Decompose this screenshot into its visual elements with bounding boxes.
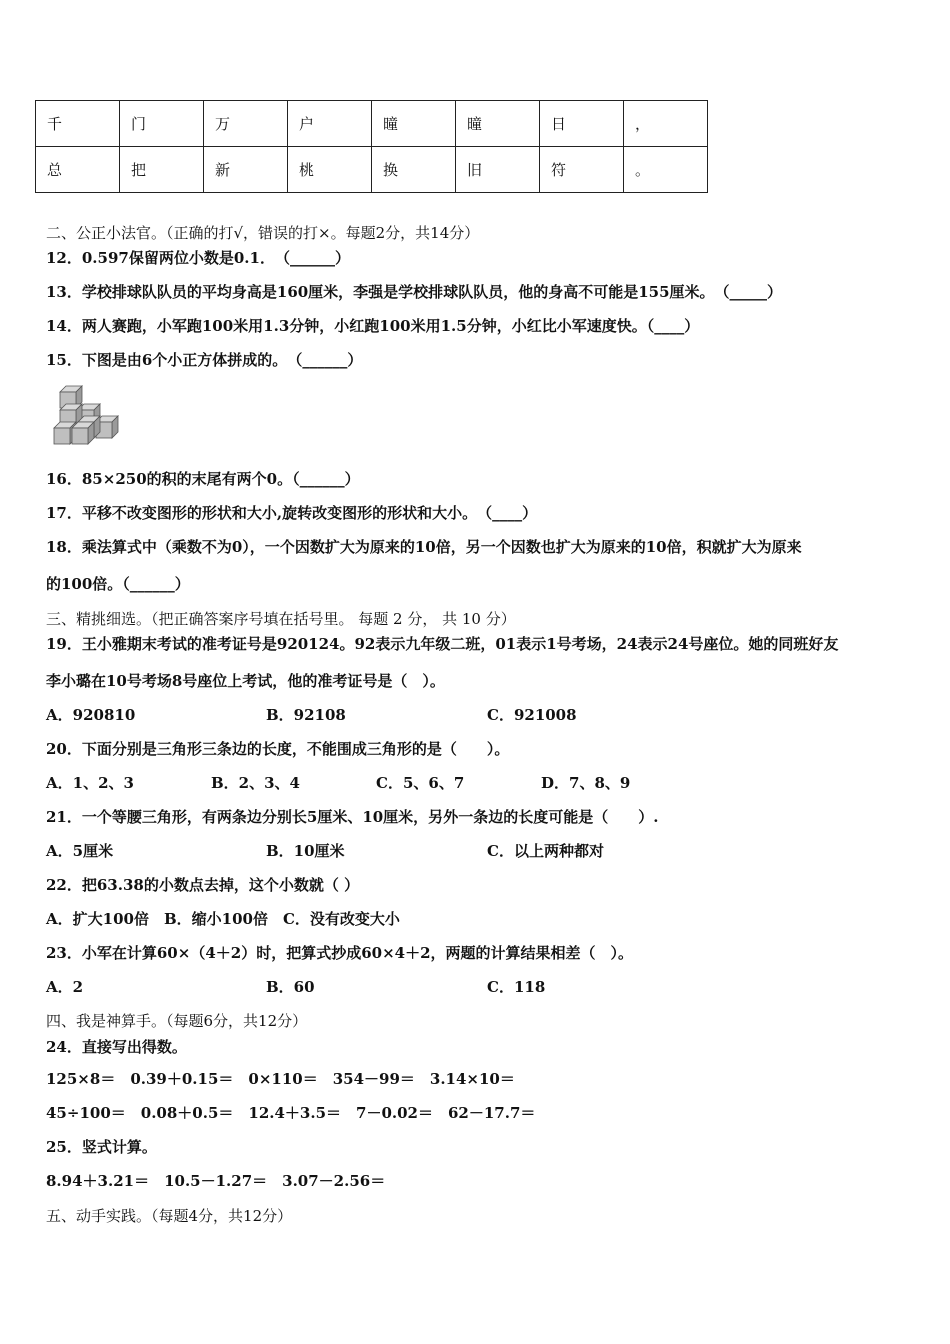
q23-option-c: C．118 xyxy=(487,978,546,996)
question-24: 24．直接写出得数。 xyxy=(46,1038,187,1056)
q19-option-c: C．921008 xyxy=(487,706,577,724)
question-19-line-1: 19．王小雅期末考试的准考证号是920124。92表示九年级二班，01表示1号考场，24表示24号座位。她的同班好友 xyxy=(46,635,839,653)
stacked-cubes-figure xyxy=(52,384,120,448)
question-12: 12．0.597保留两位小数是0.1． （______） xyxy=(46,249,350,267)
question-14: 14．两人赛跑，小军跑100米用1.3分钟，小红跑100米用1.5分钟，小红比小军速度快。（____） xyxy=(46,317,700,335)
q24-calc-row-2: 45÷100＝ 0.08＋0.5＝ 12.4＋3.5＝ 7－0.02＝ 62－17.7＝ xyxy=(46,1104,536,1122)
grid-cell: 曈 xyxy=(372,101,456,147)
grid-cell: 千 xyxy=(36,101,120,147)
question-20: 20．下面分别是三角形三条边的长度，不能围成三角形的是（ ）。 xyxy=(46,740,510,758)
q20-option-c: C．5、6、7 xyxy=(376,774,465,792)
q25-calc-row: 8.94＋3.21＝ 10.5－1.27＝ 3.07－2.56＝ xyxy=(46,1172,386,1190)
section-2-title: 二、公正小法官。（正确的打√，错误的打×。每题2分，共14分） xyxy=(46,224,480,242)
q20-option-b: B．2、3、4 xyxy=(211,774,300,792)
question-18-line-2: 的100倍。（______） xyxy=(46,575,190,593)
q20-option-a: A．1、2、3 xyxy=(46,774,134,792)
q23-option-a: A．2 xyxy=(46,978,84,996)
question-17: 17．平移不改变图形的形状和大小,旋转改变图形的形状和大小。 （____） xyxy=(46,504,538,522)
grid-row xyxy=(36,147,708,193)
question-21: 21．一个等腰三角形，有两条边分别长5厘米、10厘米，另外一条边的长度可能是（ ）. xyxy=(46,808,659,826)
question-19-line-2: 李小璐在10号考场8号座位上考试，他的准考证号是（ ）。 xyxy=(46,672,445,690)
question-23: 23．小军在计算60×（4＋2）时，把算式抄成60×4＋2，两题的计算结果相差（ ）。 xyxy=(46,944,634,962)
grid-cell: 万 xyxy=(204,101,288,147)
section-5-title: 五、动手实践。（每题4分，共12分） xyxy=(46,1207,293,1225)
grid-cell: 日 xyxy=(540,101,624,147)
grid-cell: 门 xyxy=(120,101,204,147)
cube-bottom xyxy=(72,422,94,444)
question-22: 22．把63.38的小数点去掉，这个小数就（ ） xyxy=(46,876,360,894)
poem-character-grid xyxy=(35,100,708,193)
question-25: 25．竖式计算。 xyxy=(46,1138,157,1156)
q21-option-b: B．10厘米 xyxy=(266,842,345,860)
q23-option-b: B．60 xyxy=(266,978,315,996)
grid-cell: 曈 xyxy=(456,101,540,147)
grid-cell: 把 xyxy=(120,147,204,193)
grid-cell: 旧 xyxy=(456,147,540,193)
grid-cell: 户 xyxy=(288,101,372,147)
question-15: 15．下图是由6个小正方体拼成的。 （______） xyxy=(46,351,363,369)
grid-cell: 符 xyxy=(540,147,624,193)
q19-option-a: A．920810 xyxy=(46,706,136,724)
grid-cell: 。 xyxy=(624,147,708,193)
question-13: 13．学校排球队队员的平均身高是160厘米，李强是学校排球队队员，他的身高不可能是155厘米。 （_____） xyxy=(46,283,783,301)
section-3-title: 三、精挑细选。（把正确答案序号填在括号里。 每题 2 分， 共 10 分） xyxy=(46,610,516,628)
grid-row xyxy=(36,101,708,147)
section-4-title: 四、我是神算手。（每题6分，共12分） xyxy=(46,1012,308,1030)
q21-option-c: C．以上两种都对 xyxy=(487,842,604,860)
grid-cell: ， xyxy=(624,101,708,147)
question-18-line-1: 18．乘法算式中（乘数不为0），一个因数扩大为原来的10倍，另一个因数也扩大为原来的10倍，积就扩大为原来 xyxy=(46,538,802,556)
q19-option-b: B．92108 xyxy=(266,706,346,724)
grid-cell: 新 xyxy=(204,147,288,193)
q20-option-d: D．7、8、9 xyxy=(541,774,631,792)
grid-cell: 总 xyxy=(36,147,120,193)
q22-options: A．扩大100倍 B．缩小100倍 C．没有改变大小 xyxy=(46,910,400,928)
q21-option-a: A．5厘米 xyxy=(46,842,114,860)
q24-calc-row-1: 125×8＝ 0.39＋0.15＝ 0×110＝ 354－99＝ 3.14×10＝ xyxy=(46,1070,515,1088)
grid-cell: 桃 xyxy=(288,147,372,193)
grid-cell: 换 xyxy=(372,147,456,193)
question-16: 16．85×250的积的末尾有两个0。（______） xyxy=(46,470,360,488)
